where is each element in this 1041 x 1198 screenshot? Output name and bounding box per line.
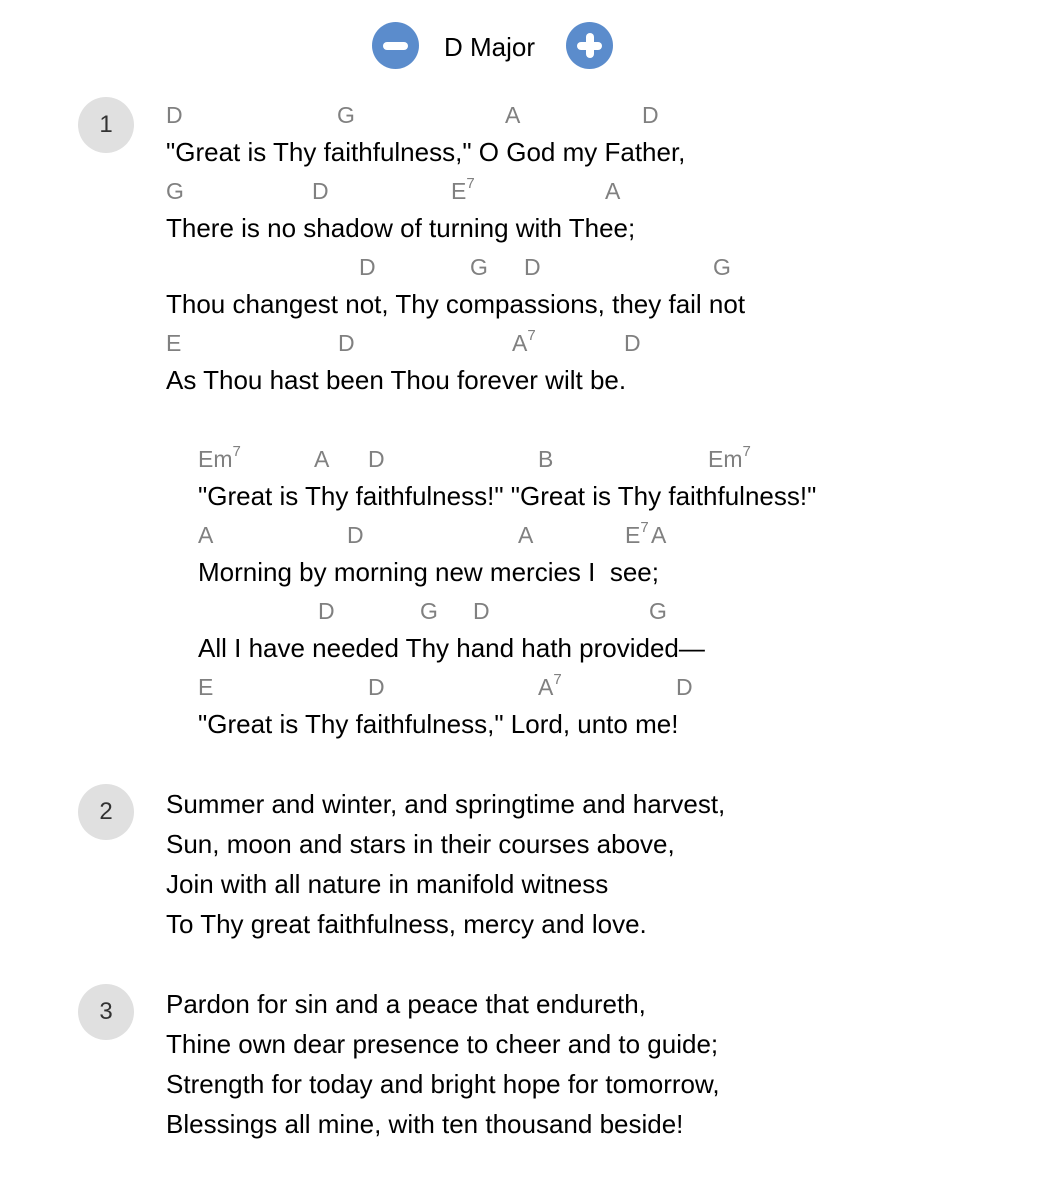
chord <box>451 175 475 205</box>
chord: A <box>651 522 667 548</box>
chord-extension: 7 <box>232 443 241 460</box>
chord-extension: 7 <box>742 443 751 460</box>
lyric-line: Summer and winter, and springtime and harvest, <box>166 789 726 819</box>
plus-vertical-bar <box>586 33 594 58</box>
chord: E <box>166 330 182 356</box>
transpose-down-button[interactable] <box>372 22 419 69</box>
chord <box>625 519 649 549</box>
chord: D <box>338 330 355 356</box>
verse-number-badge: 1 <box>78 97 134 153</box>
chord: D <box>368 674 385 700</box>
minus-circle-icon <box>383 42 408 50</box>
chord: G <box>649 598 667 624</box>
lyric-line: Pardon for sin and a peace that endureth, <box>166 989 646 1019</box>
chord: A <box>314 446 330 472</box>
refrain-lyric-line: "Great is Thy faithfulness!" "Great is Thy faithfulness!" <box>198 481 817 511</box>
chord <box>198 443 241 473</box>
verse-number-badge: 3 <box>78 984 134 1040</box>
chord-root: Em <box>198 446 233 472</box>
refrain-lyric-line: Morning by morning new mercies I see; <box>198 557 659 587</box>
chord: A <box>505 102 521 128</box>
chord: G <box>337 102 355 128</box>
lyric-line: There is no shadow of turning with Thee; <box>166 213 636 243</box>
chord: D <box>676 674 693 700</box>
chord-extension: 7 <box>553 671 562 688</box>
chord: D <box>347 522 364 548</box>
transpose-up-button[interactable] <box>566 22 613 69</box>
verse-number-badge: 2 <box>78 784 134 840</box>
chord <box>512 327 536 357</box>
current-key-label: D Major <box>444 32 536 62</box>
key-transpose-control <box>372 22 615 70</box>
chord: G <box>713 254 731 280</box>
lyric-line: As Thou hast been Thou forever wilt be. <box>166 365 627 395</box>
chord: D <box>642 102 659 128</box>
chord: G <box>166 178 184 204</box>
chord: A <box>198 522 214 548</box>
lyric-line: Sun, moon and stars in their courses above, <box>166 829 675 859</box>
chord: D <box>166 102 183 128</box>
chord-extension: 7 <box>466 175 475 192</box>
chord-extension: 7 <box>527 327 536 344</box>
refrain-lyric-line: All I have needed Thy hand hath provided— <box>198 633 705 663</box>
lyric-line: "Great is Thy faithfulness," O God my Father, <box>166 137 686 167</box>
chord: A <box>605 178 621 204</box>
chord: G <box>420 598 438 624</box>
lyric-line: Blessings all mine, with ten thousand beside! <box>166 1109 684 1139</box>
lyric-line: Thou changest not, Thy compassions, they fail not <box>166 289 746 319</box>
chord: B <box>538 446 554 472</box>
lyric-line: Strength for today and bright hope for tomorrow, <box>166 1069 720 1099</box>
chord-extension: 7 <box>640 519 649 536</box>
chord: D <box>312 178 329 204</box>
chord-root: A <box>538 674 554 700</box>
chord-root: E <box>451 178 467 204</box>
lyric-line: Thine own dear presence to cheer and to guide; <box>166 1029 719 1059</box>
chord: D <box>318 598 335 624</box>
chord <box>708 443 751 473</box>
chord <box>538 671 562 701</box>
chord: A <box>518 522 534 548</box>
lyric-line: Join with all nature in manifold witness <box>166 869 609 899</box>
chord: D <box>473 598 490 624</box>
chord-root: A <box>512 330 528 356</box>
lyric-line: To Thy great faithfulness, mercy and love. <box>166 909 647 939</box>
chord: D <box>368 446 385 472</box>
chord-root: E <box>625 522 641 548</box>
chord: D <box>524 254 541 280</box>
refrain-lyric-line: "Great is Thy faithfulness," Lord, unto me! <box>198 709 679 739</box>
chord: G <box>470 254 488 280</box>
chord: E <box>198 674 214 700</box>
chord-root: Em <box>708 446 743 472</box>
chord: D <box>359 254 376 280</box>
chord: D <box>624 330 641 356</box>
